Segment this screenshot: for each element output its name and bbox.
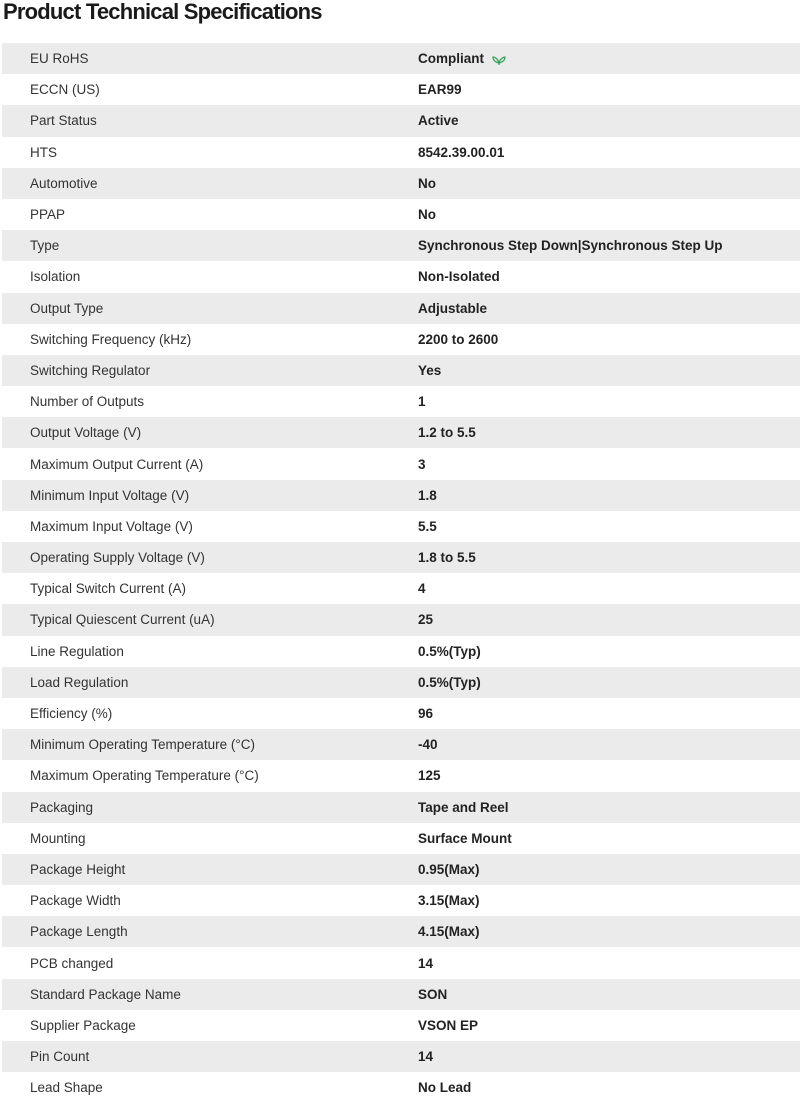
table-row <box>2 573 800 604</box>
spec-value-text: 2200 to 2600 <box>418 331 499 347</box>
spec-name: Operating Supply Voltage (V) <box>30 550 205 566</box>
table-row <box>2 43 800 74</box>
spec-name: PCB changed <box>30 955 114 971</box>
leaf-icon <box>492 53 506 65</box>
spec-value-text: 1.8 <box>418 487 437 503</box>
table-row <box>2 324 800 355</box>
spec-value <box>418 644 800 659</box>
table-row <box>2 947 800 978</box>
spec-value-text: Synchronous Step Down|Synchronous Step Up <box>418 238 723 254</box>
spec-value-text: 1 <box>418 394 426 410</box>
spec-value-text: 14 <box>418 955 434 971</box>
spec-name: Mounting <box>30 830 86 846</box>
spec-value <box>418 956 800 971</box>
spec-value <box>418 176 800 191</box>
spec-value <box>418 207 800 222</box>
spec-value <box>418 987 800 1002</box>
spec-name: Package Height <box>30 861 126 877</box>
table-row <box>2 979 800 1010</box>
spec-value-text: -40 <box>418 737 438 753</box>
spec-value-text: VSON EP <box>418 1017 479 1033</box>
table-row <box>2 636 800 667</box>
spec-value <box>418 363 800 378</box>
table-row <box>2 480 800 511</box>
spec-name: Lead Shape <box>30 1080 103 1096</box>
spec-value-text: EAR99 <box>418 82 462 98</box>
spec-value <box>418 301 800 316</box>
table-row <box>2 885 800 916</box>
spec-value <box>418 737 800 752</box>
spec-name: Switching Regulator <box>30 362 151 378</box>
spec-value <box>418 1049 800 1064</box>
spec-value <box>418 612 800 627</box>
spec-value <box>418 145 800 160</box>
spec-value-text: 1.2 to 5.5 <box>418 425 476 441</box>
spec-value-text: Active <box>418 113 459 129</box>
spec-name: Maximum Output Current (A) <box>30 456 204 472</box>
table-row <box>2 137 800 168</box>
table-row <box>2 1041 800 1072</box>
spec-name: Minimum Operating Temperature (°C) <box>30 737 255 753</box>
spec-value-text: 0.5%(Typ) <box>418 674 481 690</box>
spec-value-text: No Lead <box>418 1080 472 1096</box>
page-title: Product Technical Specifications <box>3 0 322 24</box>
spec-name: Package Width <box>30 893 121 909</box>
spec-value-text: Compliant <box>418 51 484 67</box>
spec-value <box>418 862 800 877</box>
spec-value-text: 14 <box>418 1049 434 1065</box>
table-row <box>2 1072 800 1103</box>
table-row <box>2 105 800 136</box>
table-row <box>2 1010 800 1041</box>
spec-value <box>418 1018 800 1033</box>
spec-value <box>418 457 800 472</box>
spec-name: PPAP <box>30 207 66 223</box>
spec-value-text: 4.15(Max) <box>418 924 480 940</box>
spec-name: ECCN (US) <box>30 82 100 98</box>
spec-value <box>418 893 800 908</box>
table-row <box>2 199 800 230</box>
spec-name: Typical Switch Current (A) <box>30 581 187 597</box>
spec-name: Automotive <box>30 175 98 191</box>
table-row <box>2 854 800 885</box>
table-row <box>2 760 800 791</box>
spec-value-text: Tape and Reel <box>418 799 509 815</box>
spec-name: Supplier Package <box>30 1017 136 1033</box>
spec-value-text: No <box>418 175 436 191</box>
spec-value-text: 0.95(Max) <box>418 861 480 877</box>
spec-value <box>418 706 800 721</box>
table-row <box>2 448 800 479</box>
spec-name: Pin Count <box>30 1049 90 1065</box>
spec-value-text: Yes <box>418 362 442 378</box>
table-row <box>2 293 800 324</box>
spec-value <box>418 51 800 66</box>
table-row <box>2 417 800 448</box>
spec-value-text: Surface Mount <box>418 830 512 846</box>
table-row <box>2 729 800 760</box>
spec-value-text: SON <box>418 986 448 1002</box>
spec-value <box>418 488 800 503</box>
spec-value-text: No <box>418 207 436 223</box>
spec-value-text: 125 <box>418 768 441 784</box>
specifications-table <box>2 43 800 1103</box>
spec-name: Packaging <box>30 799 94 815</box>
spec-value-text: 8542.39.00.01 <box>418 144 505 160</box>
spec-value <box>418 1080 800 1095</box>
table-row <box>2 604 800 635</box>
spec-name: EU RoHS <box>30 51 89 67</box>
spec-value <box>418 113 800 128</box>
spec-name: Typical Quiescent Current (uA) <box>30 612 215 628</box>
spec-value-text: 25 <box>418 612 434 628</box>
spec-value-text: 1.8 to 5.5 <box>418 550 476 566</box>
spec-value-text: Adjustable <box>418 300 488 316</box>
spec-value-text: 0.5%(Typ) <box>418 643 481 659</box>
spec-value-text: 96 <box>418 706 434 722</box>
table-row <box>2 667 800 698</box>
spec-name: Standard Package Name <box>30 986 181 1002</box>
table-row <box>2 823 800 854</box>
table-row <box>2 386 800 417</box>
spec-value-text: 3.15(Max) <box>418 893 480 909</box>
spec-value <box>418 675 800 690</box>
spec-name: Output Voltage (V) <box>30 425 142 441</box>
spec-name: Switching Frequency (kHz) <box>30 331 192 347</box>
spec-name: Maximum Operating Temperature (°C) <box>30 768 259 784</box>
spec-value <box>418 550 800 565</box>
spec-name: HTS <box>30 144 57 160</box>
spec-value <box>418 238 800 253</box>
table-row <box>2 511 800 542</box>
spec-value <box>418 831 800 846</box>
table-row <box>2 792 800 823</box>
spec-name: Output Type <box>30 300 104 316</box>
spec-name: Number of Outputs <box>30 394 145 410</box>
table-row <box>2 916 800 947</box>
spec-value <box>418 332 800 347</box>
spec-value-text: 3 <box>418 456 426 472</box>
spec-name: Efficiency (%) <box>30 706 113 722</box>
spec-value <box>418 82 800 97</box>
table-row <box>2 74 800 105</box>
spec-value <box>418 768 800 783</box>
spec-value <box>418 394 800 409</box>
table-row <box>2 230 800 261</box>
spec-name: Isolation <box>30 269 81 285</box>
spec-value <box>418 924 800 939</box>
spec-name: Package Length <box>30 924 128 940</box>
spec-value <box>418 425 800 440</box>
spec-value <box>418 800 800 815</box>
table-row <box>2 542 800 573</box>
table-row <box>2 698 800 729</box>
spec-name: Part Status <box>30 113 97 129</box>
table-row <box>2 168 800 199</box>
spec-value <box>418 269 800 284</box>
spec-name: Load Regulation <box>30 674 129 690</box>
spec-value <box>418 519 800 534</box>
spec-name: Type <box>30 238 60 254</box>
spec-name: Minimum Input Voltage (V) <box>30 487 190 503</box>
spec-name: Maximum Input Voltage (V) <box>30 518 193 534</box>
spec-value-text: Non-Isolated <box>418 269 500 285</box>
table-row <box>2 261 800 292</box>
spec-value <box>418 581 800 596</box>
table-row <box>2 355 800 386</box>
spec-value-text: 4 <box>418 581 426 597</box>
spec-value-text: 5.5 <box>418 518 437 534</box>
spec-name: Line Regulation <box>30 643 124 659</box>
